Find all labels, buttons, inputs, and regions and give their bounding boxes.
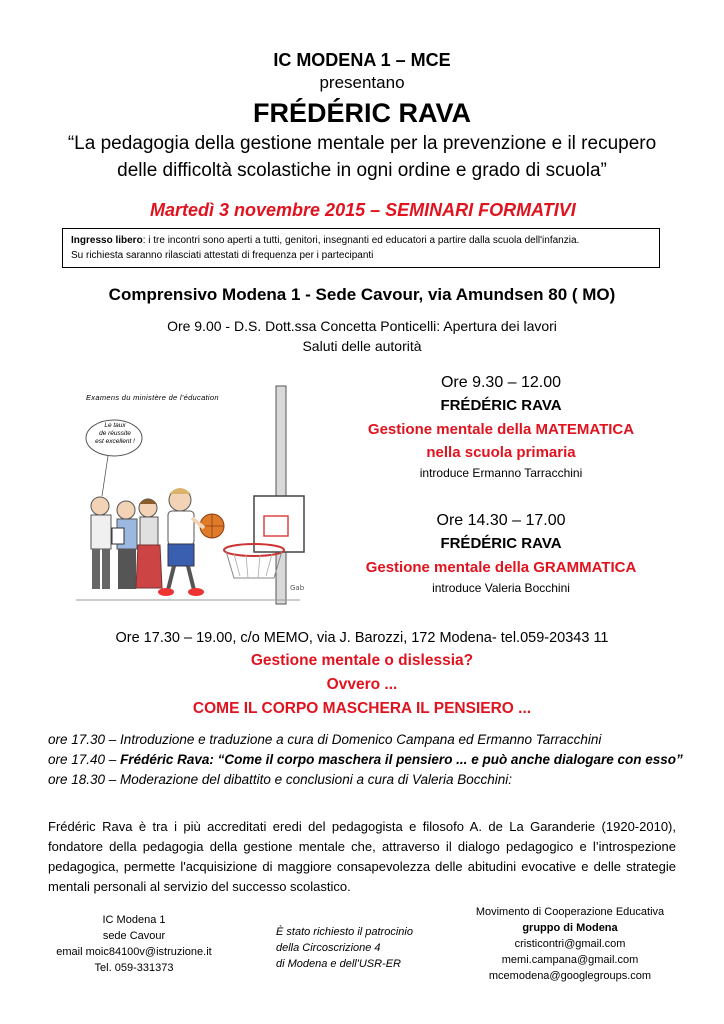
footer-right-group: gruppo di Modena [522,922,618,934]
footer-left-line-2: sede Cavour [102,930,166,942]
subtitle-line-1: “La pedagogia della gestione mentale per la prevenzione e il recupero [67,133,657,154]
session-2-speaker: FRÉDÉRIC RAVA [440,535,562,552]
basketball-cartoon-icon [68,378,333,608]
bubble-line-2: de réussite [99,430,131,437]
session-1-intro: introduce Ermanno Tarracchini [419,466,583,480]
greetings-line: Saluti delle autorità [302,338,422,354]
footer-middle [276,924,413,972]
footer-left-phone: Tel. 059-331373 [94,962,174,974]
cartoon-bubble [86,422,144,446]
footer-right-email-2: memi.campana@gmail.com [501,954,639,966]
footer-left-line-1: IC Modena 1 [102,914,166,926]
notice-line-1 [71,233,651,248]
footer-left-email: email moic84100v@istruzione.it [56,946,212,958]
venue-title: Comprensivo Modena 1 - Sede Cavour, via Amundsen 80 ( MO) [108,285,616,304]
cartoon-caption: Examens du ministère de l'éducation [86,393,219,402]
session-2-title: Gestione mentale della GRAMMATICA [365,559,637,576]
notice-bold-label: Ingresso libero [71,235,143,246]
cartoon-illustration [68,378,333,608]
footer-middle-line-1: È stato richiesto il patrocinio [276,926,413,938]
organizers-title: IC MODENA 1 – MCE [273,50,451,70]
svg-text:Gab: Gab [290,584,305,592]
footer-right-title: Movimento di Cooperazione Educativa [475,906,665,918]
session-2 [336,510,666,597]
footer-right [450,904,690,984]
evening-title-2: Ovvero ... [326,676,398,693]
footer-middle-line-2: della Circoscrizione 4 [276,942,381,954]
footer-middle-line-3: di Modena e dell'USR-ER [276,958,401,970]
opening-line: Ore 9.00 - D.S. Dott.ssa Concetta Ponticelli: Apertura dei lavori [167,318,557,334]
evening-title-3: COME IL CORPO MASCHERA IL PENSIERO ... [192,700,532,717]
bio-paragraph: Frédéric Rava è tra i più accreditati eredi del pedagogista e filosofo A. de La Garanderie (1920-2010), fondatore della pedagogia della gestione mentale che, attraverso il dialogo pedagogico e l’introspezione pedagogica, permette l'acquisizione di maggiore consapevolezza delle abitudini evocative e delle strategie mentali personali al servizio del successo scolastico. [48,819,676,894]
session-2-intro: introduce Valeria Bocchini [432,581,570,595]
presentano-text: presentano [319,73,405,92]
session-1-time: Ore 9.30 – 12.00 [440,374,562,391]
bubble-line-3: est excellent ! [95,438,135,445]
session-2-time: Ore 14.30 – 17.00 [436,512,566,529]
program-item-2 [48,752,683,767]
date-line: Martedì 3 novembre 2015 – SEMINARI FORMATIVI [150,200,576,220]
program-item-1: ore 17.30 – Introduzione e traduzione a cura di Domenico Campana ed Ermanno Tarracchini [48,732,602,747]
program-item-2-prefix: ore 17.40 – [48,752,121,767]
footer-left [54,912,214,976]
notice-box [62,228,660,268]
notice-line-2: Su richiesta saranno rilasciati attestati di frequenza per i partecipanti [71,250,374,261]
evening-location: Ore 17.30 – 19.00, c/o MEMO, via J. Barozzi, 172 Modena- tel.059-20343 11 [115,630,609,646]
speaker-title: FRÉDÉRIC RAVA [252,98,471,128]
footer-right-email-1: cristicontri@gmail.com [514,938,626,950]
program-item-3: ore 18.30 – Moderazione del dibattito e conclusioni a cura di Valeria Bocchini: [48,772,513,787]
footer-right-email-3: mcemodena@googlegroups.com [488,970,652,982]
evening-title-1: Gestione mentale o dislessia? [250,652,474,669]
session-1-speaker: FRÉDÉRIC RAVA [440,397,562,414]
subtitle-line-2: delle difficoltà scolastiche in ogni ordine e grado di scuola” [117,160,607,181]
notice-line-1-rest: : i tre incontri sono aperti a tutti, genitori, insegnanti ed educatori a partire dalla scuola dell'infanzia. [142,235,580,246]
session-1-title-line-1: Gestione mentale della MATEMATICA [367,421,635,438]
program-item-2-bold: Frédéric Rava: “Come il corpo maschera il pensiero ... e può anche dialogare con esso” [120,752,683,767]
bubble-line-1: Le taux [104,422,126,429]
session-1 [336,372,666,482]
session-1-title-line-2: nella scuola primaria [426,444,576,461]
